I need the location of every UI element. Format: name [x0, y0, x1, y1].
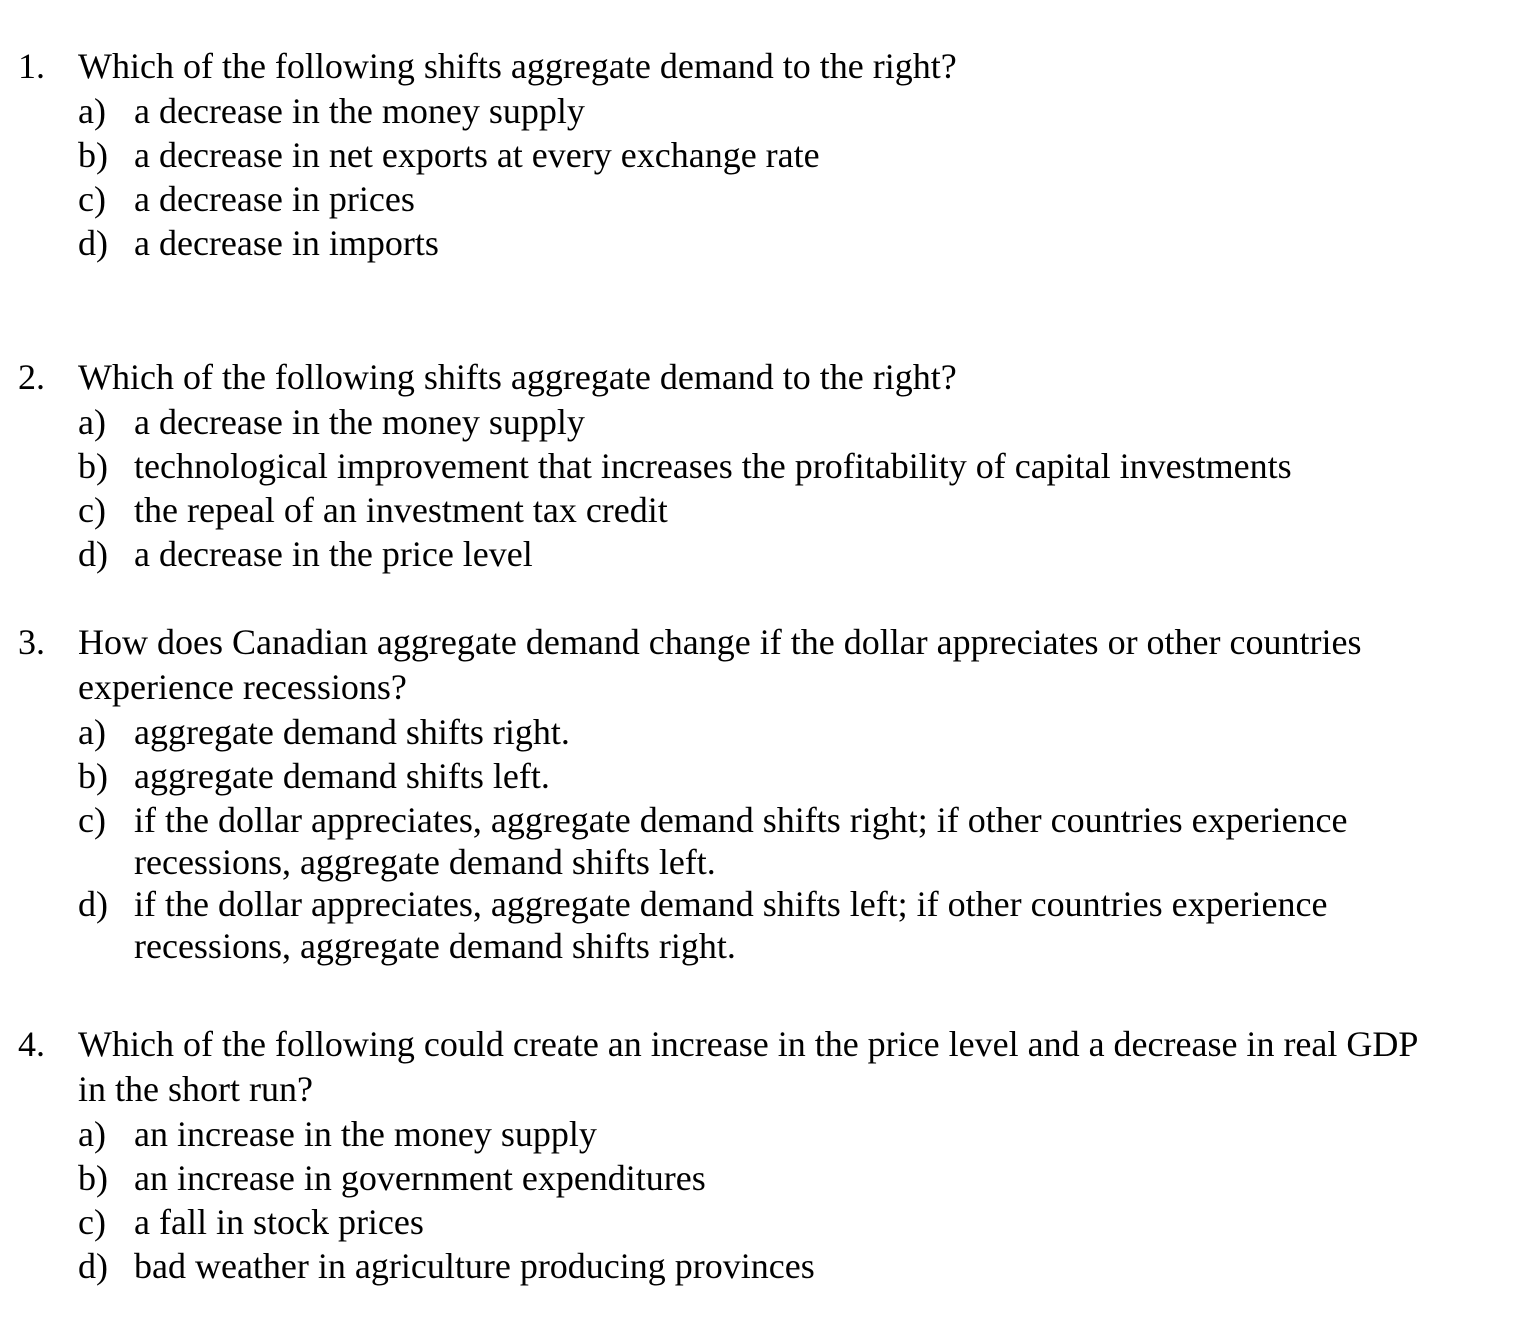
option-letter: d) [78, 884, 108, 924]
option-letter: b) [78, 756, 108, 796]
option-a [0, 1112, 1533, 1156]
option-text: aggregate demand shifts right. [134, 712, 570, 752]
option-text: an increase in the money supply [134, 1114, 597, 1154]
option-c [0, 488, 1533, 532]
question-text [78, 620, 1518, 710]
option-letter: a) [78, 91, 106, 131]
option-text: a decrease in the money supply [134, 91, 585, 131]
question-text-line: experience recessions? [78, 667, 407, 707]
option-text-line: recessions, aggregate demand shifts left. [134, 842, 716, 882]
option-c [0, 798, 1533, 882]
option-letter: b) [78, 1158, 108, 1198]
option-letter: d) [78, 1246, 108, 1286]
question-1 [0, 44, 1533, 265]
option-d [0, 532, 1533, 576]
question-text: Which of the following shifts aggregate demand to the right? [78, 357, 957, 397]
option-text: a decrease in imports [134, 223, 439, 263]
option-letter: b) [78, 446, 108, 486]
option-text-line: recessions, aggregate demand shifts right. [134, 926, 736, 966]
option-letter: d) [78, 223, 108, 263]
question-text: Which of the following shifts aggregate demand to the right? [78, 46, 957, 86]
question-2 [0, 355, 1533, 576]
option-letter: d) [78, 534, 108, 574]
question-stem [0, 1022, 1533, 1112]
option-text: an increase in government expenditures [134, 1158, 706, 1198]
question-text-line: How does Canadian aggregate demand change if the dollar appreciates or other countries [78, 622, 1362, 662]
option-text: a decrease in the price level [134, 534, 533, 574]
option-text: bad weather in agriculture producing provinces [134, 1246, 815, 1286]
question-4 [0, 1022, 1533, 1288]
option-letter: c) [78, 179, 106, 219]
question-stem [0, 44, 1533, 89]
option-b [0, 754, 1533, 798]
question-stem [0, 620, 1533, 710]
question-text [78, 1022, 1518, 1112]
option-letter: c) [78, 1202, 106, 1242]
question-stem [0, 355, 1533, 400]
option-text-line: if the dollar appreciates, aggregate demand shifts right; if other countries experience [134, 800, 1348, 840]
option-a [0, 89, 1533, 133]
question-3 [0, 620, 1533, 966]
question-text-line: in the short run? [78, 1069, 313, 1109]
option-d [0, 882, 1533, 966]
option-text: a decrease in the money supply [134, 402, 585, 442]
option-text: a decrease in prices [134, 179, 415, 219]
option-c [0, 177, 1533, 221]
option-letter: b) [78, 135, 108, 175]
option-letter: a) [78, 1114, 106, 1154]
option-text: technological improvement that increases the profitability of capital investments [134, 446, 1292, 486]
option-letter: a) [78, 402, 106, 442]
option-d [0, 221, 1533, 265]
option-letter: c) [78, 490, 106, 530]
option-letter: c) [78, 800, 106, 840]
question-number: 1. [18, 46, 45, 86]
option-text: a decrease in net exports at every exchange rate [134, 135, 820, 175]
option-text-line: if the dollar appreciates, aggregate demand shifts left; if other countries experience [134, 884, 1328, 924]
option-letter: a) [78, 712, 106, 752]
option-text: aggregate demand shifts left. [134, 756, 550, 796]
option-text: the repeal of an investment tax credit [134, 490, 668, 530]
option-b [0, 444, 1533, 488]
question-number: 4. [18, 1024, 45, 1064]
question-number: 3. [18, 622, 45, 662]
question-text-line: Which of the following could create an increase in the price level and a decrease in real GDP [78, 1024, 1419, 1064]
option-a [0, 710, 1533, 754]
option-b [0, 1156, 1533, 1200]
option-c [0, 1200, 1533, 1244]
option-d [0, 1244, 1533, 1288]
option-text [134, 798, 1454, 882]
question-number: 2. [18, 357, 45, 397]
option-b [0, 133, 1533, 177]
option-text: a fall in stock prices [134, 1202, 424, 1242]
option-a [0, 400, 1533, 444]
option-text [134, 882, 1454, 966]
